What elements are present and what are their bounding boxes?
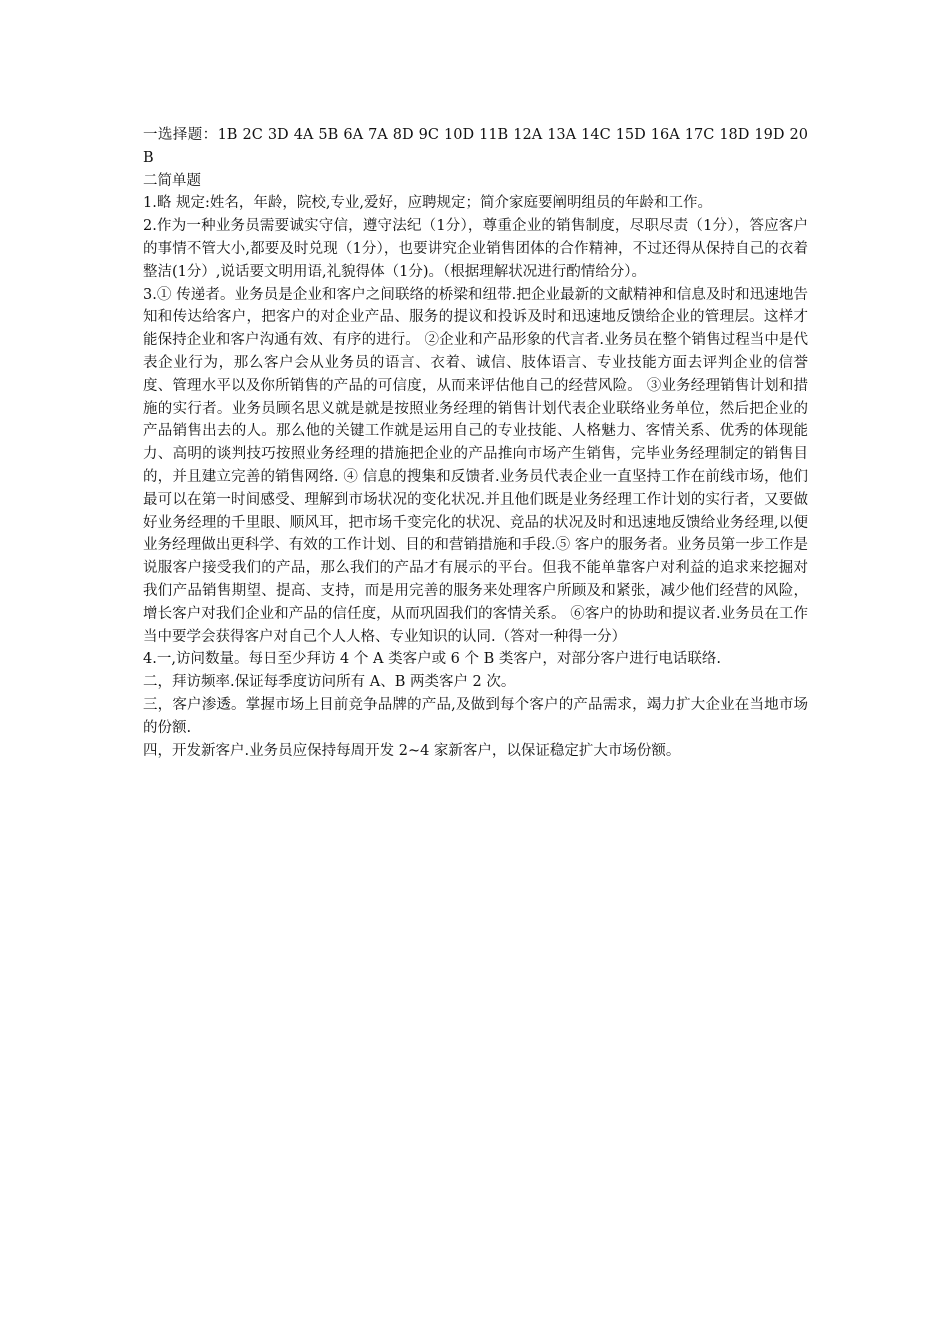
answer-4-part-2: 二，拜访频率.保证每季度访问所有 A、B 两类客户 2 次。 xyxy=(143,674,516,691)
multiple-choice-answers: 一选择题：1B 2C 3D 4A 5B 6A 7A 8D 9C 10D 11B 12A 13A 14C 15D 16A 17C 18D 19D 20B xyxy=(143,127,808,166)
answer-4-part-1: 4.一,访问数量。每日至少拜访 4 个 A 类客户或 6 个 B 类客户，对部分客户进行电话联络. xyxy=(143,651,722,668)
answer-key-body xyxy=(143,124,808,762)
answer-4-part-4: 四，开发新客户.业务员应保持每周开发 2~4 家新客户，以保证稳定扩大市场份额。 xyxy=(143,742,681,759)
section-heading-short-answer: 二简单题 xyxy=(143,172,201,189)
answer-3: 3.① 传递者。业务员是企业和客户之间联络的桥梁和纽带.把企业最新的文献精神和信息及时和迅速地告知和传达给客户，把客户的对企业产品、服务的提议和投诉及时和迅速地反馈给企业的管理层。这样才能保持企业和客户沟通有效、有序的进行。 ②企业和产品形象的代言者.业务员在整个销售过程当中是代表企业行为，那么客户会从业务员的语言、衣着、诚信、肢体语言、专业技能方面去评判企业的信誉度、管理水平以及你所销售的产品的可信度，从而来评估他自己的经营风险。 ③业务经理销售计划和措施的实行者。业务员顾名思义就是就是按照业务经理的销售计划代表企业联络业务单位，然后把企业的产品销售出去的人。那么他的关键工作就是运用自己的专业技能、人格魅力、客情关系、优秀的体现能力、高明的谈判技巧按照业务经理的措施把企业的产品推向市场产生销售，完毕业务经理制定的销售目的，并且建立完善的销售网络. ④ 信息的搜集和反馈者.业务员代表企业一直坚持工作在前线市场，他们最可以在第一时间感受、理解到市场状况的变化状况.并且他们既是业务经理工作计划的实行者，又要做好业务经理的千里眼、顺风耳，把市场千变完化的状况、竞品的状况及时和迅速地反馈给业务经理,以便业务经理做出更科学、有效的工作计划、目的和营销措施和手段.⑤ 客户的服务者。业务员第一步工作是说服客户接受我们的产品，那么我们的产品才有展示的平台。但我不能单靠客户对利益的追求来挖掘对我们产品销售期望、提高、支持，而是用完善的服务来处理客户所顾及和紧张，减少他们经营的风险，增长客户对我们企业和产品的信任度，从而巩固我们的客情关系。 ⑥客户的协助和提议者.业务员在工作当中要学会获得客户对自己个人人格、专业知识的认同.（答对一种得一分） xyxy=(143,286,808,645)
answer-2: 2.作为一种业务员需要诚实守信，遵守法纪（1分），尊重企业的销售制度，尽职尽责（1分），答应客户的事情不管大小,都要及时兑现（1分），也要讲究企业销售团体的合作精神，不过还得从保持自己的衣着整洁(1分）,说话要文明用语,礼貌得体（1分)。（根据理解状况进行酌情给分）。 xyxy=(143,218,808,280)
answer-4-part-3: 三，客户渗透。掌握市场上目前竞争品牌的产品,及做到每个客户的产品需求，竭力扩大企业在当地市场的份额. xyxy=(143,696,808,736)
answer-1: 1.略 规定:姓名，年龄，院校,专业,爱好，应聘规定；简介家庭要阐明组员的年龄和工作。 xyxy=(143,195,713,212)
